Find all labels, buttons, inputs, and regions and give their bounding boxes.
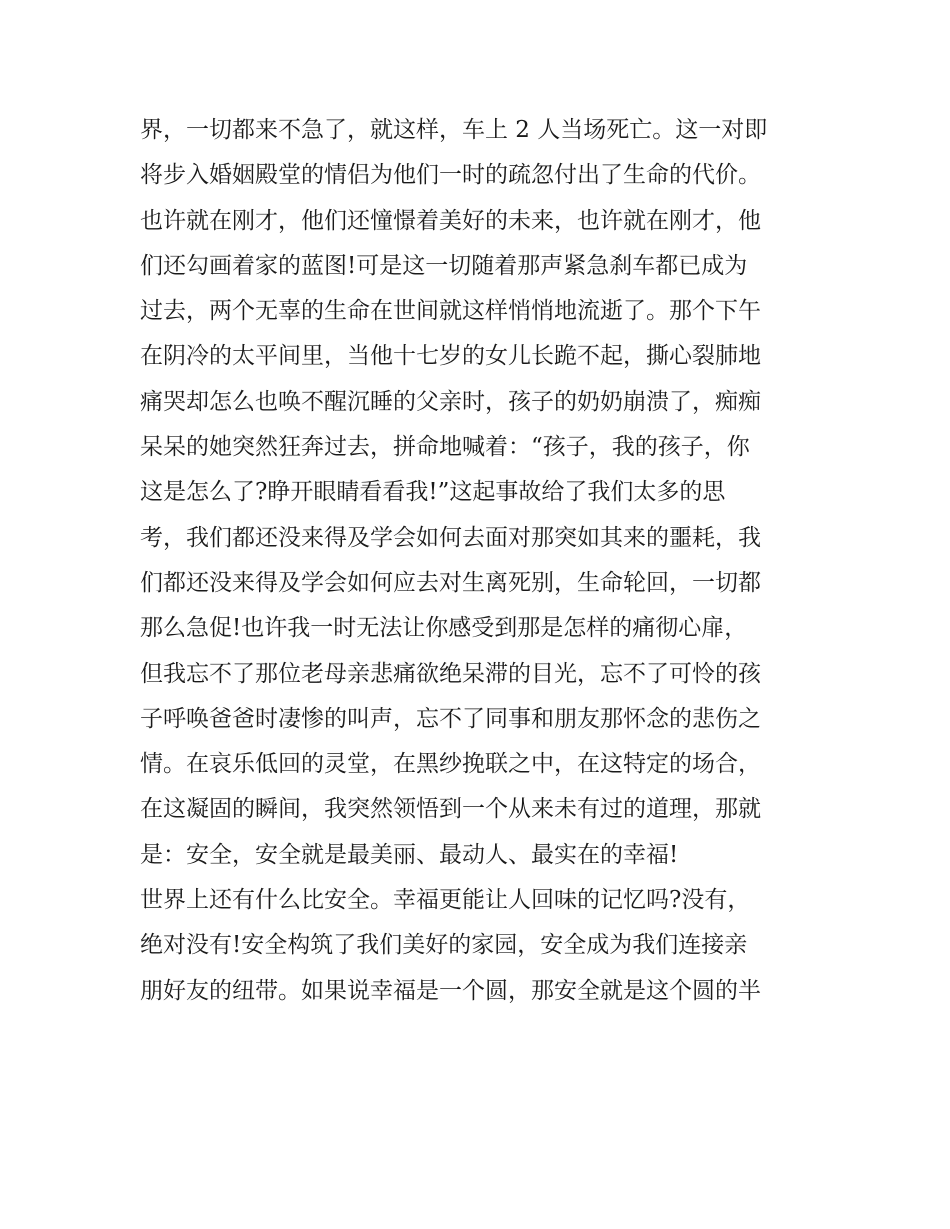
text-line: 那么急促!也许我一时无法让你感受到那是怎样的痛彻心扉，: [140, 615, 748, 642]
body-text: [140, 108, 830, 1014]
text-line: 绝对没有!安全构筑了我们美好的家园，安全成为我们连接亲: [140, 932, 748, 959]
text-line: 世界上还有什么比安全。幸福更能让人回味的记忆吗?没有，: [140, 887, 751, 914]
text-line: 这是怎么了?睁开眼睛看看我!”这起事故给了我们太多的思: [140, 479, 726, 506]
text-line: 在这凝固的瞬间，我突然领悟到一个从来未有过的道理，那就: [140, 796, 761, 823]
text-line: 们都还没来得及学会如何应去对生离死别，生命轮回，一切都: [140, 569, 761, 596]
text-line: 痛哭却怎么也唤不醒沉睡的父亲时，孩子的奶奶崩溃了，痴痴: [140, 388, 761, 415]
text-line: 子呼唤爸爸时凄惨的叫声，忘不了同事和朋友那怀念的悲伤之: [140, 705, 761, 732]
text-line: 们还勾画着家的蓝图!可是这一切随着那声紧急刹车都已成为: [140, 252, 748, 279]
text-line: 情。在哀乐低回的灵堂，在黑纱挽联之中，在这特定的场合，: [140, 751, 761, 778]
text-line: 界，一切都来不急了，就这样，车上 2 人当场死亡。这一对即: [140, 117, 768, 143]
text-line: 考，我们都还没来得及学会如何去面对那突如其来的噩耗，我: [140, 524, 761, 551]
text-line: 在阴冷的太平间里，当他十七岁的女儿长跪不起，撕心裂肺地: [140, 343, 761, 370]
text-line: 但我忘不了那位老母亲悲痛欲绝呆滞的目光，忘不了可怜的孩: [140, 660, 761, 687]
text-line: 也许就在刚才，他们还憧憬着美好的未来，也许就在刚才，他: [140, 207, 761, 234]
text-line: 将步入婚姻殿堂的情侣为他们一时的疏忽付出了生命的代价。: [140, 162, 761, 189]
text-line: 呆呆的她突然狂奔过去，拼命地喊着：“孩子，我的孩子，你: [140, 434, 750, 461]
text-line: 过去，两个无辜的生命在世间就这样悄悄地流逝了。那个下午: [140, 298, 761, 325]
text-line: 是：安全，安全就是最美丽、最动人、最实在的幸福!: [140, 841, 679, 868]
text-line: 朋好友的纽带。如果说幸福是一个圆，那安全就是这个圆的半: [140, 977, 761, 1004]
